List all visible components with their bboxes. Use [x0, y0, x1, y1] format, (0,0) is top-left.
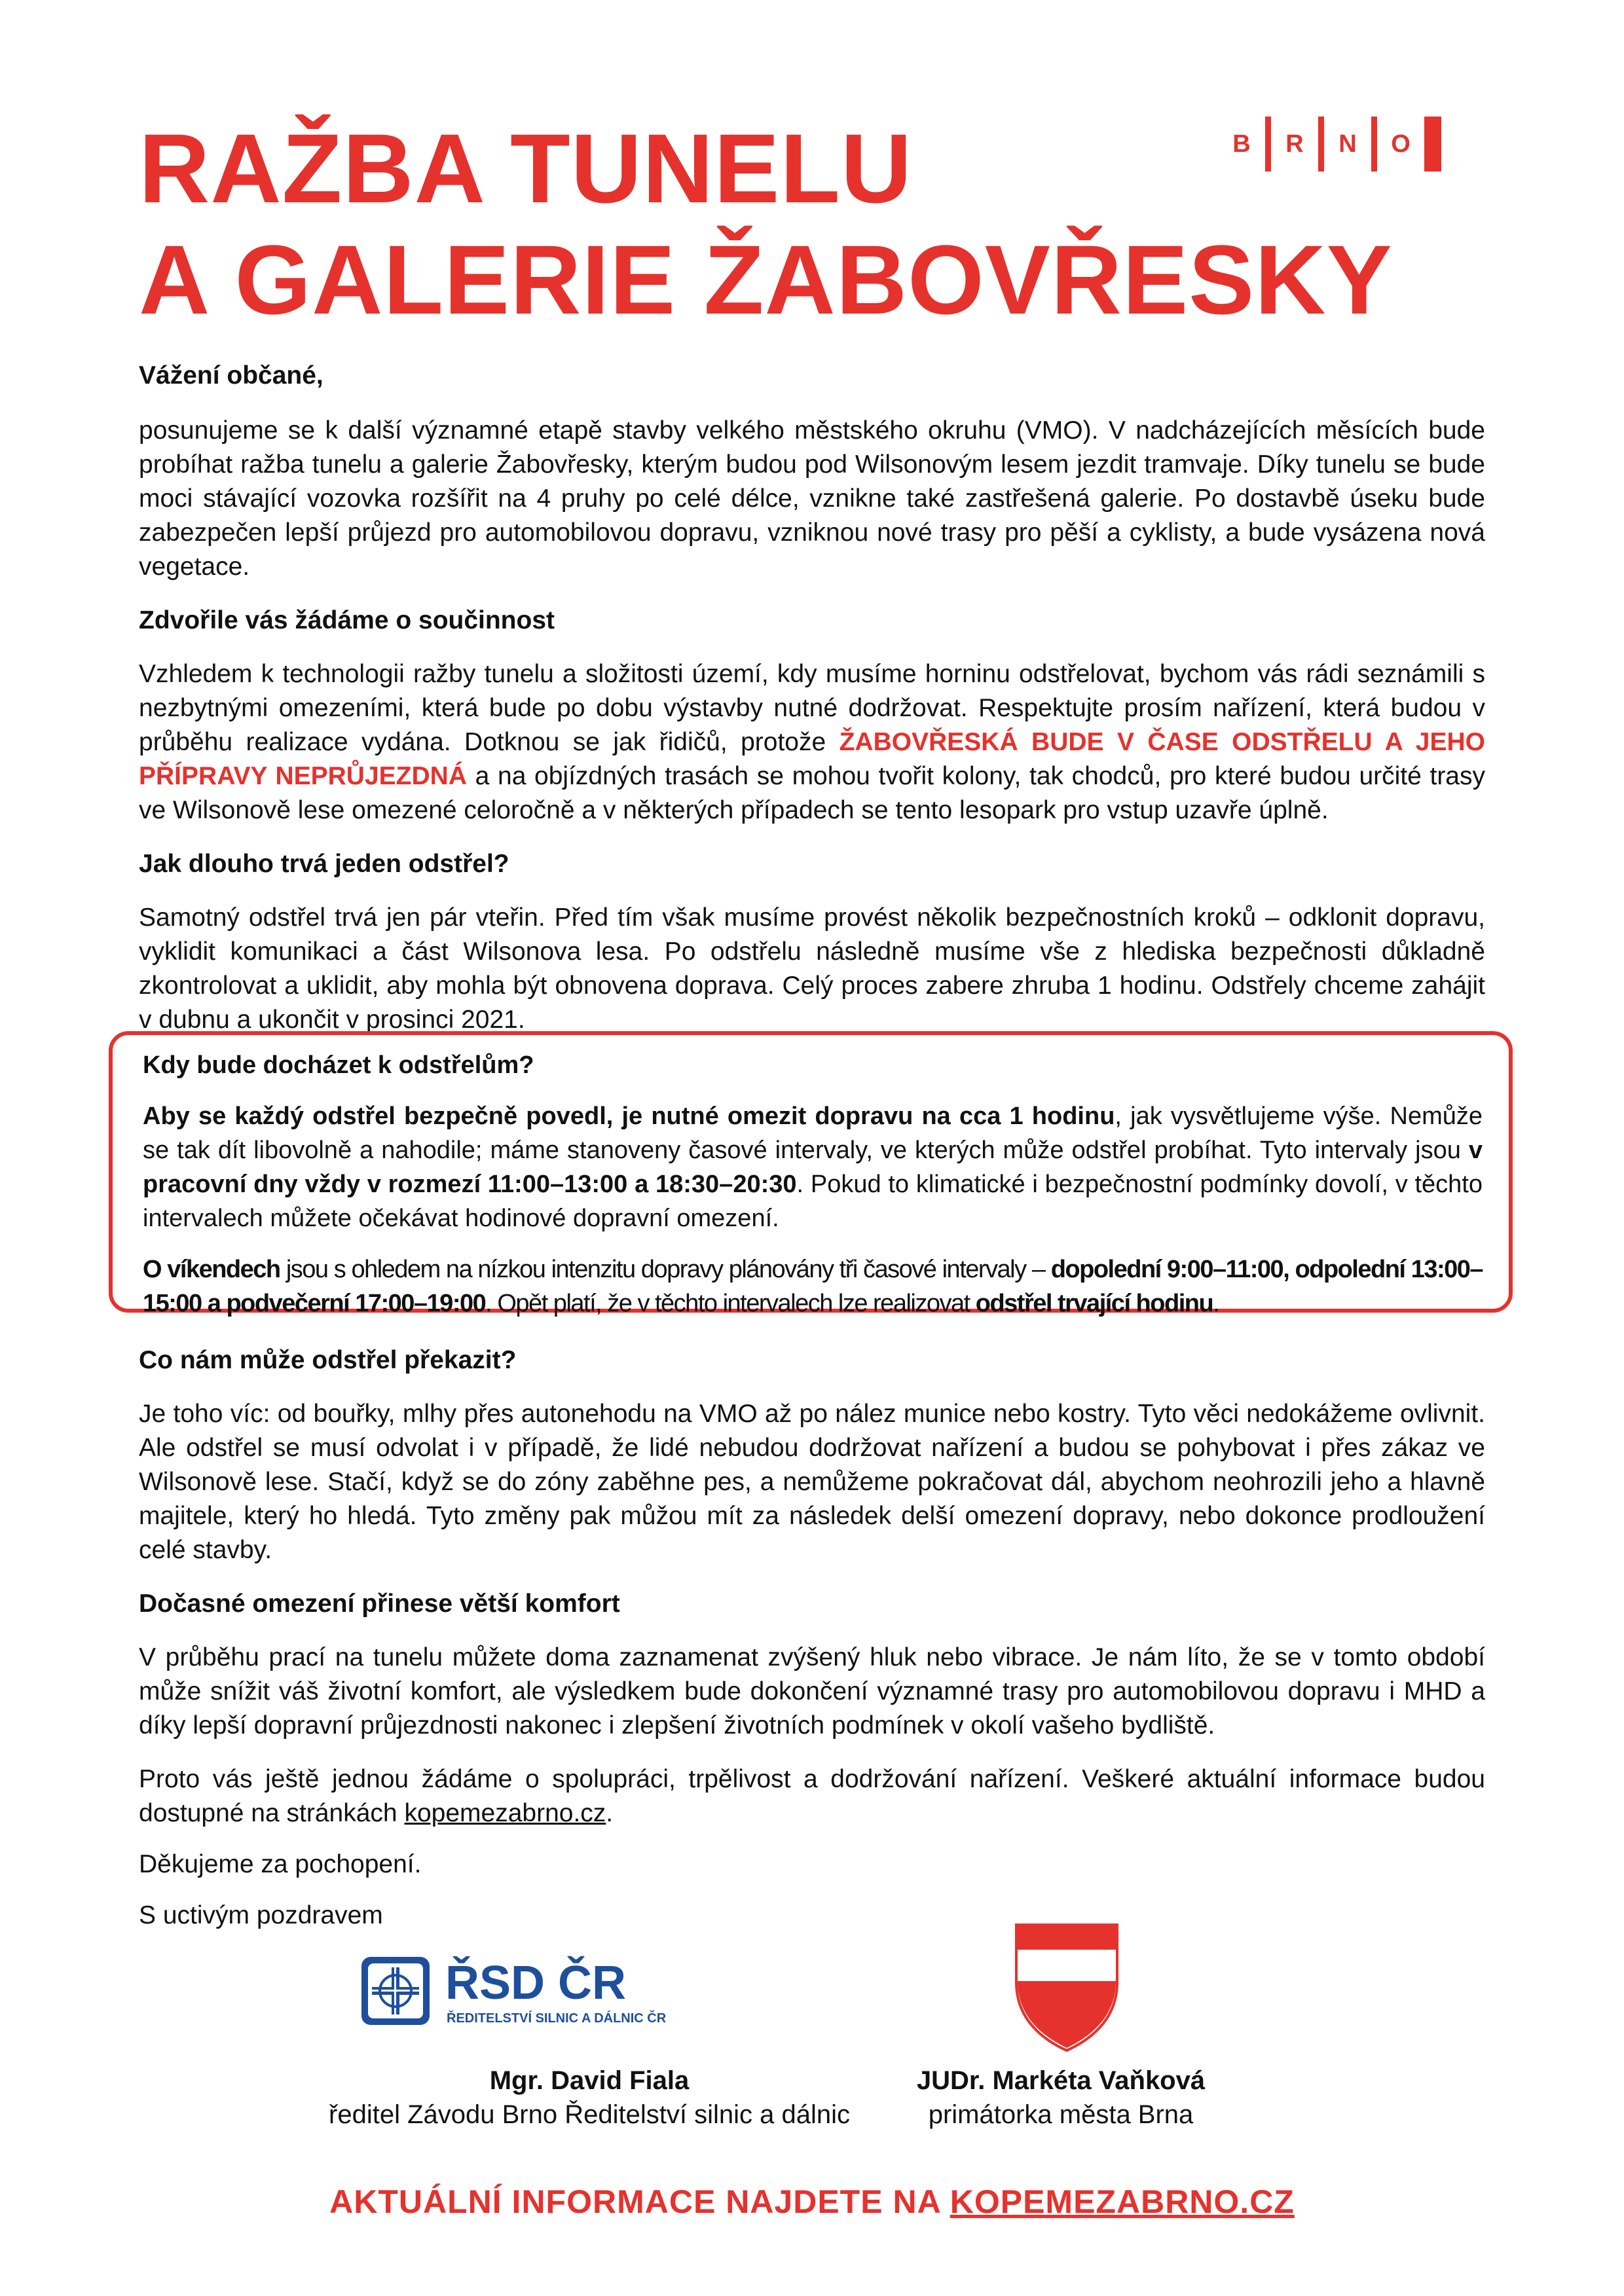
signature-director [249, 2064, 930, 2132]
letter-body-upper [139, 359, 1485, 1037]
signature-name: JUDr. Markéta Vaňková [916, 2066, 1206, 2095]
logo-letter-n: N [1338, 130, 1357, 158]
coop-text-b: a na objízdných trasách se mohou tvořit kolony, tak chodců, pro které budou určité trasy ve Wilsonově lese omezené celoročně a v některých případech se tento lesopark pro vstup uzavře úplně. [139, 762, 1485, 824]
logo-letter-b: B [1232, 130, 1251, 158]
title-line-2: A GALERIE ŽABOVŘESKY [139, 225, 1393, 335]
rsd-abbr: ŘSD ČR [445, 1957, 627, 2009]
signature-role: primátorka města Brna [928, 2100, 1194, 2129]
disrupt-paragraph: Je toho víc: od bouřky, mlhy přes autonehodu na VMO až po nález munice nebo kostry. Tyto věci nedokážeme ovlivnit. Ale odstřel se musí odvolat i v případě, že lidé nebudou dodržovat nařízení a budou se pohybovat i přes zákaz ve Wilsonově lese. Stačí, když se do zóny zaběhne pes, a nemůžeme pokračovat dál, abychom neohrozili jeho a hlavně majitele, který ho hledá. Tyto změny pak můžou mít za následek delší omezení dopravy, nebo dokonce prodloužení celé stavby. [139, 1400, 1485, 1564]
rsd-full-name: ŘEDITELSTVÍ SILNIC A DÁLNIC ČR [447, 2011, 667, 2026]
box-paragraph-weekdays [143, 1099, 1483, 1235]
rsd-cr-logo [359, 1954, 673, 2028]
footer-text: AKTUÁLNÍ INFORMACE NAJDETE NA [329, 2183, 940, 2220]
logo-end-bar [1424, 117, 1441, 172]
signature-name: Mgr. David Fiala [489, 2066, 690, 2095]
comfort-heading: Dočasné omezení přinese větší komfort [139, 1590, 620, 1618]
footer-website-link[interactable]: KOPEMEZABRNO.CZ [950, 2183, 1295, 2220]
box-text-1: , jak vysvětlujeme výše. Nemůže se tak dít libovolně a nahodile; máme stanoveny časové intervaly, ve kterých může odstřel probíhat. Tyto intervaly jsou [143, 1102, 1483, 1164]
closing-end: . [606, 1799, 614, 1827]
duration-heading: Jak dlouho trvá jeden odstřel? [139, 850, 509, 878]
duration-paragraph: Samotný odstřel trvá jen pár vteřin. Před tím však musíme provést několik bezpečnostních kroků – odklonit dopravu, vyklidit komunikaci a část Wilsonova lesa. Po odstřelu následně musíme vše z hlediska bezpečnosti důkladně zkontrolovat a uklidit, aby mohla být obnovena doprava. Celý proces zabere zhruba 1 hodinu. Odstřely chceme zahájit v dubnu a ukončit v prosinci 2021. [139, 903, 1485, 1034]
regards-line: S uctivým pozdravem [139, 1901, 383, 1929]
disrupt-heading: Co nám může odstřel překazit? [139, 1346, 517, 1374]
closing-paragraph [139, 1762, 1485, 1831]
coop-heading: Zdvořile vás žádáme o součinnost [139, 606, 555, 634]
footer-banner [0, 2183, 1624, 2221]
box-bold-duration: odstřel trvající hodinu [975, 1290, 1213, 1317]
thanks-line: Děkujeme za pochopení. [139, 1850, 422, 1878]
box-text-4: . Opět platí, že v těchto intervalech lze realizovat [485, 1290, 970, 1317]
box-text-end: . [1213, 1290, 1219, 1317]
box-heading: Kdy bude docházet k odstřelům? [143, 1051, 534, 1079]
box-bold-weekend-times: dopolední 9:00–11:00, odpolední 13:00–15:00 a podvečerní 17:00–19:00 [143, 1256, 1483, 1317]
intro-paragraph: posunujeme se k další významné etapě stavby velkého městského okruhu (VMO). V nadcházejících měsících bude probíhat ražba tunelu a galerie Žabovřesky, kterým budou pod Wilsonovým lesem jezdit tramvaje. Díky tunelu se bude moci stávající vozovka rozšířit na 4 pruhy po celé délce, vznikne také zastřešená galerie. Po dostavbě úseku bude zabezpečen lepší průjezd pro automobilovou dopravu, vzniknou nové trasy pro pěší a cyklisty, a bude vysázena nová vegetace. [139, 416, 1485, 581]
website-link[interactable]: kopemezabrno.cz [404, 1799, 606, 1827]
box-text-3: jsou s ohledem na nízkou intenzitu dopravy plánovány tři časové intervaly – [286, 1256, 1045, 1283]
greeting: Vážení občané, [139, 361, 323, 390]
coop-red-warning: ŽABOVŘESKÁ BUDE V ČASE ODSTŘELU A JEHO PŘÍPRAVY NEPRŮJEZDNÁ [139, 728, 1485, 790]
letter-body-lower [139, 1324, 1485, 1933]
blast-schedule-box [109, 1031, 1513, 1317]
box-bold-weekday-times: v pracovní dny vždy v rozmezí 11:00–13:00 a 18:30–20:30 [143, 1137, 1483, 1198]
logo-letter-o: O [1391, 130, 1411, 158]
logo-letter-r: R [1285, 130, 1304, 158]
closing-text: Proto vás ještě jednou žádáme o spolupráci, trpělivost a dodržování nařízení. Veškeré aktuální informace budou dostupné na stránkách [139, 1765, 1485, 1827]
rsd-emblem-icon [361, 1957, 430, 2025]
page-title [139, 113, 1393, 335]
title-line-1: RAŽBA TUNELU [139, 113, 913, 223]
comfort-paragraph: V průběhu prací na tunelu můžete doma zaznamenat zvýšený hluk nebo vibrace. Je nám líto, že se v tomto období může snížit váš životní komfort, ale výsledkem bude dokončení významné trasy pro automobilovou dopravu i MHD a díky lepší dopravní průjezdnosti nakonec i zlepšení životních podmínek v okolí vašeho bydliště. [139, 1643, 1485, 1740]
signature-role: ředitel Závodu Brno Ředitelství silnic a dálnic [329, 2100, 850, 2129]
brno-coat-of-arms-icon [1015, 1923, 1118, 2052]
box-paragraph-weekends [143, 1252, 1483, 1321]
box-bold-1: Aby se každý odstřel bezpečně povedl, je nutné omezit dopravu na cca 1 hodinu [143, 1102, 1115, 1130]
coop-paragraph [139, 657, 1485, 828]
box-text-2: . Pokud to klimatické i bezpečnostní podmínky dovolí, v těchto intervalech můžete očekávat hodinové dopravní omezení. [143, 1171, 1483, 1232]
signature-mayor [858, 2064, 1264, 2132]
coop-text-a: Vzhledem k technologii ražby tunelu a složitosti území, kdy musíme horninu odstřelovat, bychom vás rádi seznámili s nezbytnými omezeními, která bude po dobu výstavby nutné dodržovat. Respektujte prosím nařízení, která budou v průběhu realizace vydána. Dotknou se jak řidičů, protože [139, 660, 1485, 756]
box-bold-weekends: O víkendech [143, 1256, 280, 1283]
